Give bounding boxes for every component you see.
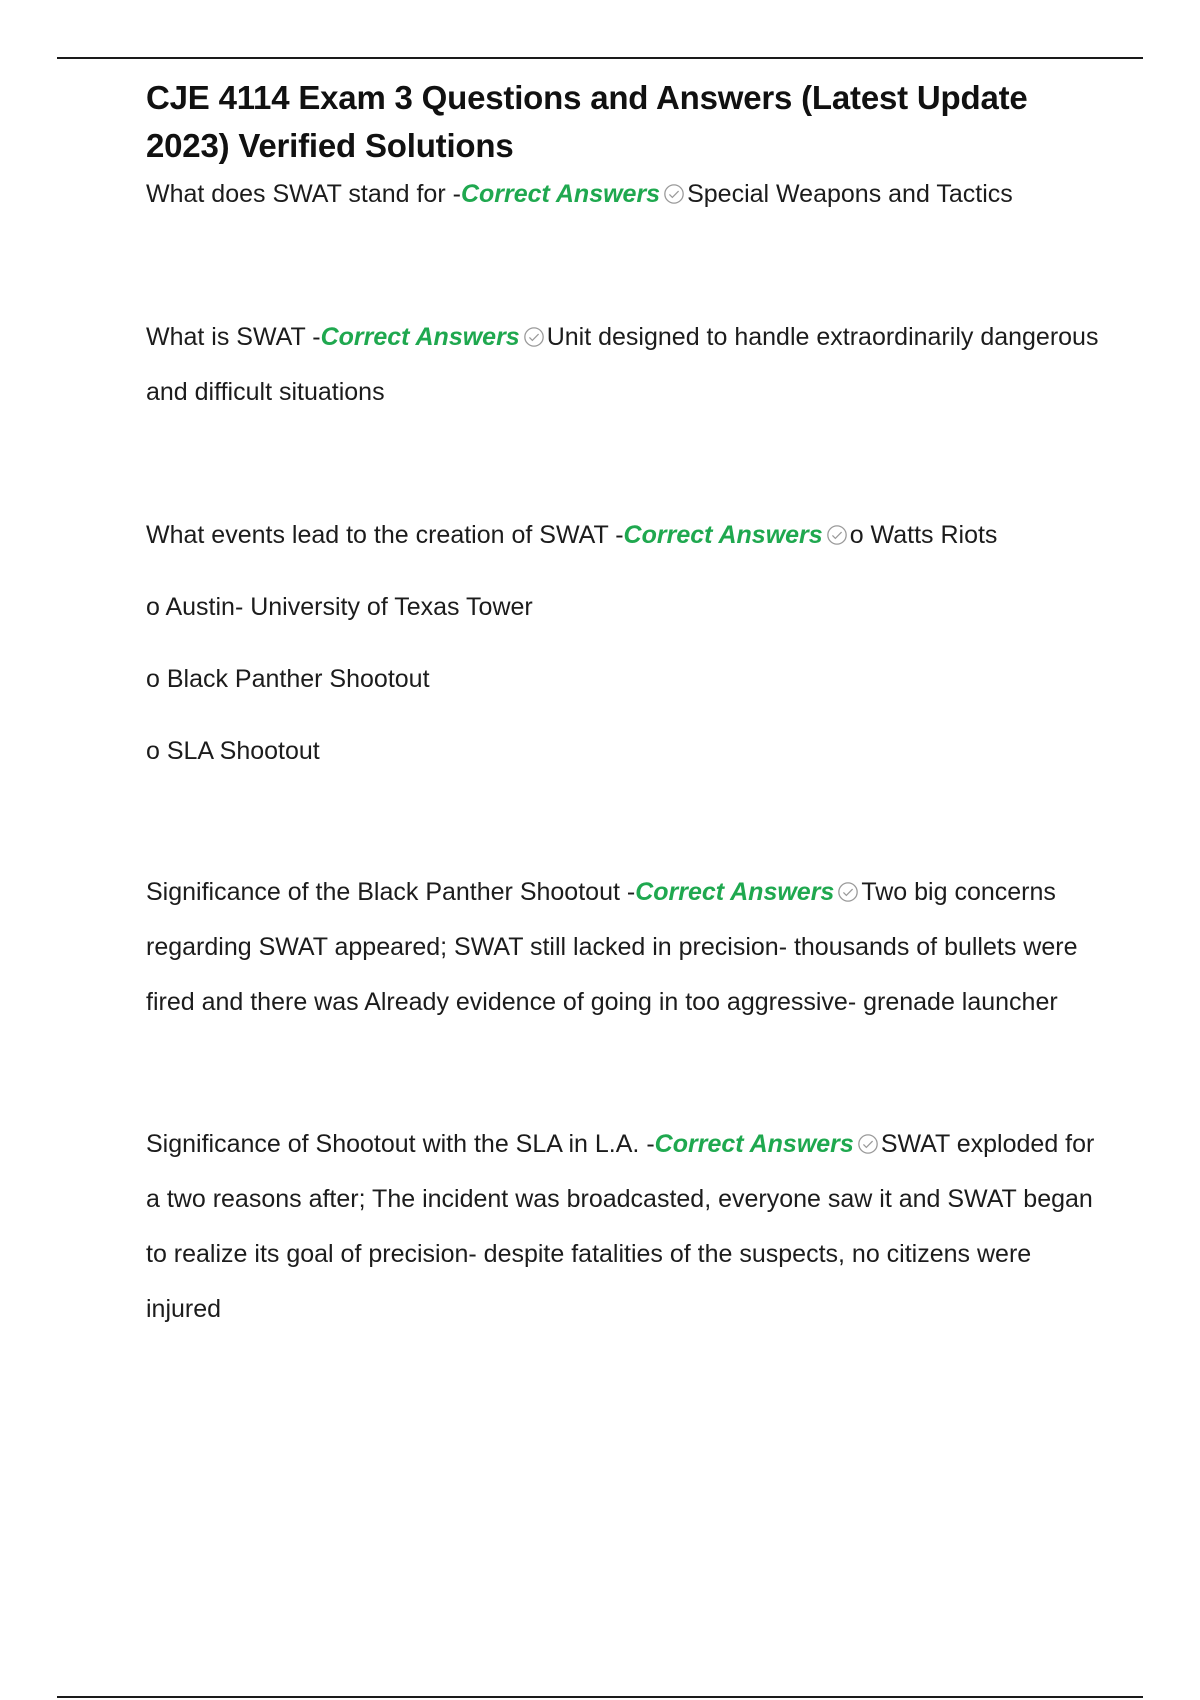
correct-answers-label: Correct Answers — [635, 878, 835, 906]
correct-answers-label: Correct Answers — [320, 323, 520, 351]
bottom-rule — [57, 1696, 1143, 1698]
correct-answers-label: Correct Answers — [623, 521, 823, 549]
top-rule — [57, 57, 1143, 59]
check-circle-icon — [826, 524, 848, 546]
check-circle-icon — [663, 183, 685, 205]
answer-text: SWAT exploded for a two reasons after; The incident was broadcasted, everyone saw it and SWAT began to realize its goal of precision- despite fatalities of the suspects, no citizens were injured — [146, 1130, 1095, 1323]
check-circle-icon — [837, 881, 859, 903]
list-item: o Black Panther Shootout — [146, 665, 430, 693]
question-text: Significance of Shootout with the SLA in L.A. - — [146, 1130, 655, 1158]
answer-text: Unit designed to handle extraordinarily dangerous and difficult situations — [146, 323, 1099, 406]
correct-answers-label: Correct Answers — [654, 1130, 854, 1158]
question-text: Significance of the Black Panther Shootout - — [146, 878, 636, 906]
qa-text — [146, 1117, 1106, 1337]
qa-text — [146, 310, 1106, 420]
qa-item-4 — [146, 865, 1106, 1030]
qa-item-3 — [146, 508, 1106, 779]
answer-text: Two big concerns regarding SWAT appeared; SWAT still lacked in precision- thousands of bullets were fired and there was Already evidence of going in too aggressive- grenade launcher — [146, 878, 1078, 1016]
question-text: What does SWAT stand for - — [146, 180, 461, 208]
question-text: What is SWAT - — [146, 323, 321, 351]
qa-item-1 — [146, 167, 1106, 222]
check-circle-icon — [857, 1133, 879, 1155]
document-body — [146, 74, 1106, 1337]
question-text: What events lead to the creation of SWAT - — [146, 521, 624, 549]
check-circle-icon — [523, 326, 545, 348]
answer-text: Special Weapons and Tactics — [687, 180, 1013, 208]
qa-text — [146, 508, 1106, 563]
qa-item-2 — [146, 310, 1106, 420]
answer-text: o Watts Riots — [849, 521, 998, 549]
qa-text — [146, 865, 1106, 1030]
qa-item-5 — [146, 1117, 1106, 1337]
list-item: o Austin- University of Texas Tower — [146, 593, 533, 621]
qa-text — [146, 167, 1106, 222]
correct-answers-label: Correct Answers — [460, 180, 661, 208]
document-title: CJE 4114 Exam 3 Questions and Answers (Latest Update 2023) Verified Solutions — [146, 79, 1028, 164]
list-item: o SLA Shootout — [146, 737, 320, 765]
